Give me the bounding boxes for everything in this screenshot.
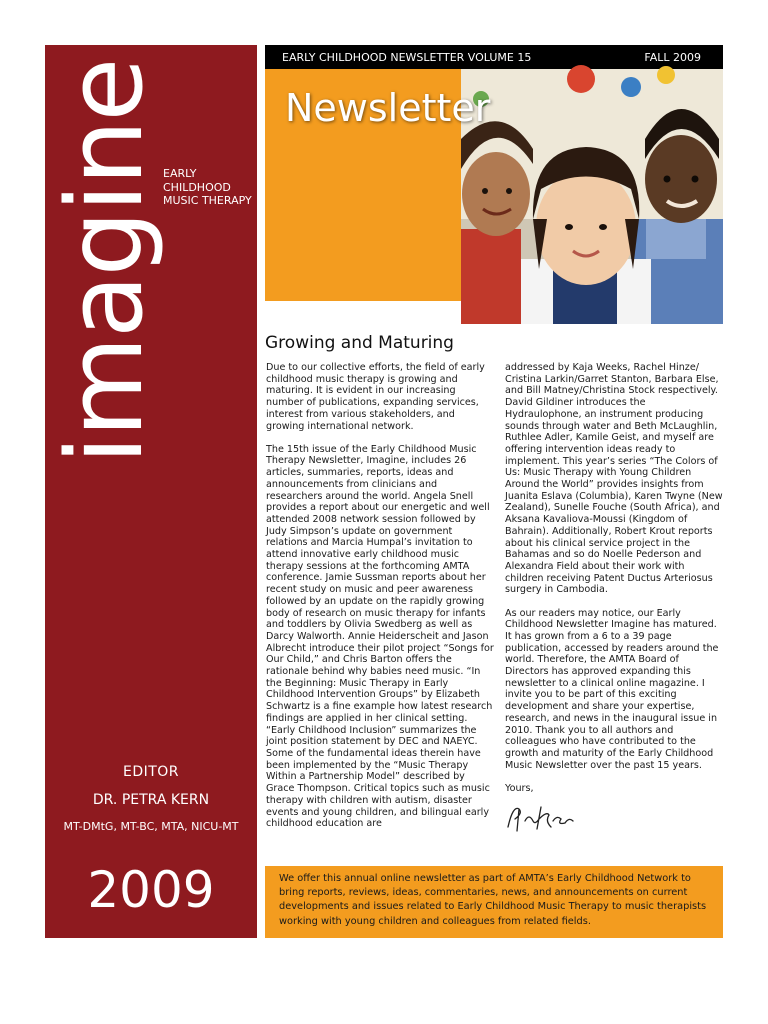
article-paragraph: addressed by Kaja Weeks, Rachel Hinze/ Cristina Larkin/Garret Stanton, Barbara Else, and Bill Matney/Christina Stock respectively. David Gildiner introduces the Hydraulophone, an instrument producing sounds through water and Beth McLaughlin, Ruthlee Adler, Kamile Geist, and myself are offering intervention ideas ready to implement. This year’s series “The Colors of Us: Music Therapy with Young Children Around the World” provides insights from Juanita Eslava (Columbia), Karen Twyne (New Zealand), Sunelle Fouche (South Africa), and Aksana Kavaliova-Moussi (Kingdom of Bahrain). Additionally, Robert Krout reports about his clinical service project in the Bahamas and so do Noelle Pederson and Alexandra Field about their work with children receiving Patent Ductus Arteriosus surgery in Cambodia. <box>505 362 723 596</box>
subtitle-line: MUSIC THERAPY <box>163 194 252 207</box>
subtitle-line: EARLY <box>163 167 197 180</box>
article-heading: Growing and Maturing <box>265 333 454 353</box>
article-paragraph: Due to our collective efforts, the field of early childhood music therapy is growing and maturing. It is evident in our increasing number of publications, expanding services, interest from various stakeholders, and growing international network. <box>266 362 485 432</box>
children-photo-illustration <box>461 69 723 324</box>
article-column-right <box>505 362 725 833</box>
subtitle-line: CHILDHOOD <box>163 180 231 194</box>
article-paragraph: The 15th issue of the Early Childhood Music Therapy Newsletter, Imagine, includes 26 articles, summaries, reports, ideas and announcements from clinicians and researchers around the world. Angela Snell provides a report about our energetic and well attended 2008 network session followed by Judy Simpson’s update on government relations and Marcia Humpal’s invitation to attend innovative early childhood music therapy sessions at the forthcoming AMTA conference. Jamie Sussman reports about her recent study on music and peer awareness followed by an update on the rapidly growing body of research on music therapy for infants and toddlers by Olivia Swedberg as well as Darcy Walworth. Annie Heiderscheit and Jason Albrecht introduce their pilot project “Songs for Our Child,” and Chris Barton offers the rationale behind why babies need music. “In the Beginning: Music Therapy in Early Childhood Intervention Groups” by Elizabeth Schwartz is a fine example how latest research findings are applied in her clinical setting. “Early Childhood Inclusion” summarizes the joint position statement by DEC and NAEYC. Some of the fundamental ideas therein have been implemented by the “Music Therapy Within a Partnership Model” described by Grace Thompson. Critical topics such as music therapy with children with autism, disaster events and young children, and bilingual early childhood education are <box>266 443 494 830</box>
brand-wordmark: imagine <box>44 59 166 465</box>
signoff: Yours, <box>505 782 534 794</box>
year: 2009 <box>87 861 215 919</box>
footer-note: We offer this annual online newsletter as part of AMTA’s Early Childhood Network to bring reports, reviews, ideas, commentaries, news, and announcements on current developments and issues related to Early Childhood Music Therapy to music therapists working with young children and colleagues from related fields. <box>265 866 723 938</box>
children-photo <box>461 69 723 324</box>
editor-credentials: MT-DMtG, MT-BC, MTA, NICU-MT <box>63 820 239 833</box>
editor-label: EDITOR <box>122 764 180 780</box>
brand-logo <box>44 59 166 465</box>
newsletter-title: Newsletter <box>285 86 491 130</box>
signature-image <box>505 799 575 833</box>
article-column-left <box>266 362 494 841</box>
header-bar <box>265 45 723 69</box>
brand-subtitle <box>163 167 252 208</box>
newsletter-info: EARLY CHILDHOOD NEWSLETTER VOLUME 15 <box>282 51 532 64</box>
issue-label: FALL 2009 <box>644 51 701 64</box>
editor-name: DR. PETRA KERN <box>92 792 210 808</box>
article-paragraph: As our readers may notice, our Early Childhood Newsletter Imagine has matured. It has grown from a 6 to a 39 page publication, accessed by readers around the world. Therefore, the AMTA Board of Directors has approved expanding this newsletter to a clinical online magazine. I invite you to be part of this exciting development and share your expertise, research, and news in the inaugural issue in 2010. Thank you to all authors and colleagues who have contributed to the growth and maturity of the Early Childhood Music Newsletter over the past 15 years. <box>505 607 719 771</box>
